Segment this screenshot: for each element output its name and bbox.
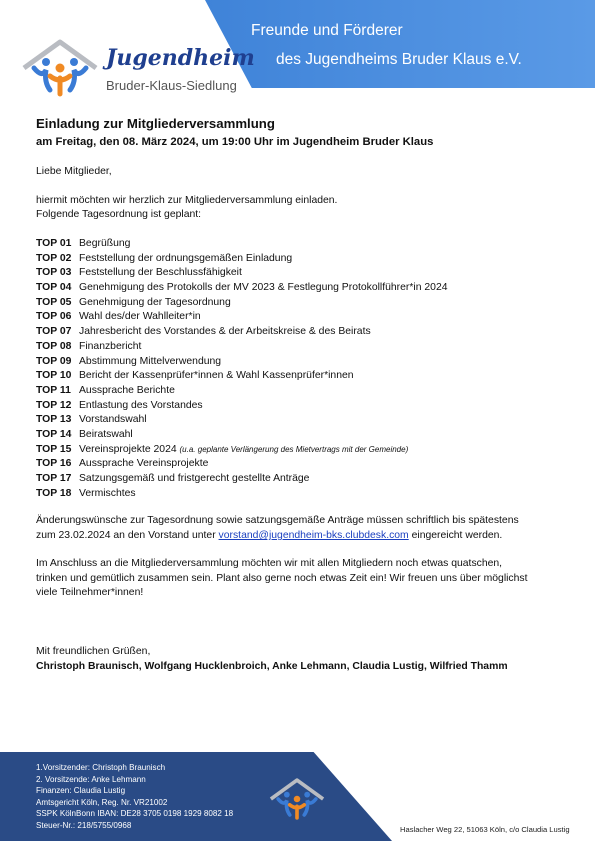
agenda-item <box>36 281 448 296</box>
agenda-number: TOP 13 <box>36 414 72 426</box>
agenda-number: TOP 06 <box>36 311 72 323</box>
agenda-item <box>36 355 448 370</box>
footer-address: Haslacher Weg 22, 51063 Köln, c/o Claudia Lustig <box>400 825 570 834</box>
agenda-item <box>36 340 448 355</box>
agenda-text: Abstimmung Mittelverwendung <box>79 355 222 367</box>
changes-line-2-pre: zum 23.02.2024 an den Vorstand unter <box>36 530 219 541</box>
agenda-number: TOP 14 <box>36 428 72 440</box>
agenda-text: Beiratswahl <box>79 428 133 440</box>
agenda-text: Finanzbericht <box>79 340 142 352</box>
footer-line: Amtsgericht Köln, Reg. Nr. VR21002 <box>36 797 168 807</box>
agenda-item <box>36 237 448 252</box>
footer-line: Finanzen: Claudia Lustig <box>36 786 126 796</box>
agenda-item <box>36 399 448 414</box>
agenda-text: Jahresbericht des Vorstandes & der Arbeitskreise & des Beirats <box>79 326 371 338</box>
regards: Mit freundlichen Grüßen, <box>36 646 151 657</box>
agenda-item <box>36 310 448 325</box>
agenda-text: Satzungsgemäß und fristgerecht gestellte Anträge <box>79 473 310 484</box>
agenda-number: TOP 03 <box>36 267 72 279</box>
agenda-item <box>36 413 448 428</box>
agenda-number: TOP 15 <box>36 443 72 455</box>
agenda-text: Vereinsprojekte 2024 <box>79 443 177 455</box>
agenda-number: TOP 10 <box>36 370 72 382</box>
footer-line: 1.Vorsitzender: Christoph Braunisch <box>36 763 166 772</box>
agenda-item <box>36 487 448 502</box>
header-line-2: des Jugendheims Bruder Klaus e.V. <box>276 51 522 68</box>
agenda-number: TOP 04 <box>36 282 72 294</box>
vorstand-email-link[interactable]: vorstand@jugendheim-bks.clubdesk.com <box>218 530 409 541</box>
agenda-text: Genehmigung der Tagesordnung <box>79 296 231 308</box>
header-line-1: Freunde und Förderer <box>251 22 403 39</box>
agenda-text: Aussprache Vereinsprojekte <box>79 458 209 470</box>
agenda-item <box>36 428 448 443</box>
agenda-item <box>36 472 448 487</box>
agenda-item <box>36 443 448 458</box>
greeting: Liebe Mitglieder, <box>36 166 112 177</box>
closing-line-3: viele Teilnehmer*innen! <box>36 587 144 598</box>
agenda-number: TOP 17 <box>36 473 72 484</box>
agenda-text: Aussprache Berichte <box>79 384 175 396</box>
agenda-text: Feststellung der ordnungsgemäßen Einladung <box>79 252 293 264</box>
closing-line-2: trinken und gemütlich zusammen sein. Plant also gerne noch etwas Zeit ein! Wir freuen uns über möglichst <box>36 573 528 584</box>
agenda-text: Bericht der Kassenprüfer*innen & Wahl Kassenprüfer*innen <box>79 370 354 382</box>
footer-line: Steuer-Nr.: 218/5755/0968 <box>36 820 132 830</box>
agenda-text: Feststellung der Beschlussfähigkeit <box>79 267 242 279</box>
agenda-text: Entlastung des Vorstandes <box>79 399 203 411</box>
footer-house-icon <box>268 772 326 826</box>
intro-line-2: Folgende Tagesordnung ist geplant: <box>36 209 202 220</box>
jugendheim-logo <box>20 38 255 98</box>
agenda-text: Vorstandswahl <box>79 414 147 426</box>
agenda-number: TOP 16 <box>36 458 72 470</box>
agenda-number: TOP 09 <box>36 355 72 367</box>
signers: Christoph Braunisch, Wolfgang Hucklenbroich, Anke Lehmann, Claudia Lustig, Wilfried Thamm <box>36 661 508 672</box>
agenda-number: TOP 11 <box>36 384 71 396</box>
agenda-text: Genehmigung des Protokolls der MV 2023 & Festlegung Protokollführer*in 2024 <box>79 282 448 294</box>
agenda-number: TOP 12 <box>36 399 72 411</box>
document-title: Einladung zur Mitgliederversammlung <box>36 116 275 131</box>
logo-subtitle: Bruder-Klaus-Siedlung <box>106 78 237 93</box>
agenda-item <box>36 266 448 281</box>
footer-info <box>36 762 233 832</box>
footer-line: SSPK KölnBonn IBAN: DE28 3705 0198 1929 8082 18 <box>36 809 234 819</box>
agenda-list <box>36 237 448 501</box>
agenda-number: TOP 07 <box>36 326 72 338</box>
document-subtitle: am Freitag, den 08. März 2024, um 19:00 Uhr im Jugendheim Bruder Klaus <box>36 136 434 148</box>
agenda-item <box>36 369 448 384</box>
agenda-text: Wahl des/der Wahlleiter*in <box>79 311 201 323</box>
changes-line-2 <box>36 529 502 543</box>
footer <box>0 752 595 841</box>
changes-line-2-post: eingereicht werden. <box>408 530 503 541</box>
agenda-item <box>36 325 448 340</box>
agenda-number: TOP 08 <box>36 340 72 352</box>
agenda-number: TOP 01 <box>36 238 72 249</box>
agenda-text: Vermischtes <box>79 487 136 499</box>
changes-line-1: Änderungswünsche zur Tagesordnung sowie satzungsgemäße Anträge müssen schriftlich bis spätestens <box>36 515 519 526</box>
logo-brand: Jugendheim <box>106 45 255 71</box>
agenda-number: TOP 02 <box>36 252 72 264</box>
intro-line-1: hiermit möchten wir herzlich zur Mitgliederversammlung einladen. <box>36 195 338 206</box>
agenda-item <box>36 457 448 472</box>
agenda-item <box>36 384 448 399</box>
house-icon <box>20 38 100 98</box>
agenda-item <box>36 296 448 311</box>
footer-line: 2. Vorsitzende: Anke Lehmann <box>36 774 146 784</box>
agenda-item <box>36 252 448 267</box>
agenda-text: Begrüßung <box>79 238 131 249</box>
agenda-number: TOP 18 <box>36 487 72 499</box>
agenda-number: TOP 05 <box>36 296 72 308</box>
closing-line-1: Im Anschluss an die Mitgliederversammlung möchten wir mit allen Mitgliedern noch etwas quatschen, <box>36 558 503 569</box>
header-banner <box>205 0 595 88</box>
agenda-note: (u.a. geplante Verlängerung des Mietvertrags mit der Gemeinde) <box>179 444 409 454</box>
